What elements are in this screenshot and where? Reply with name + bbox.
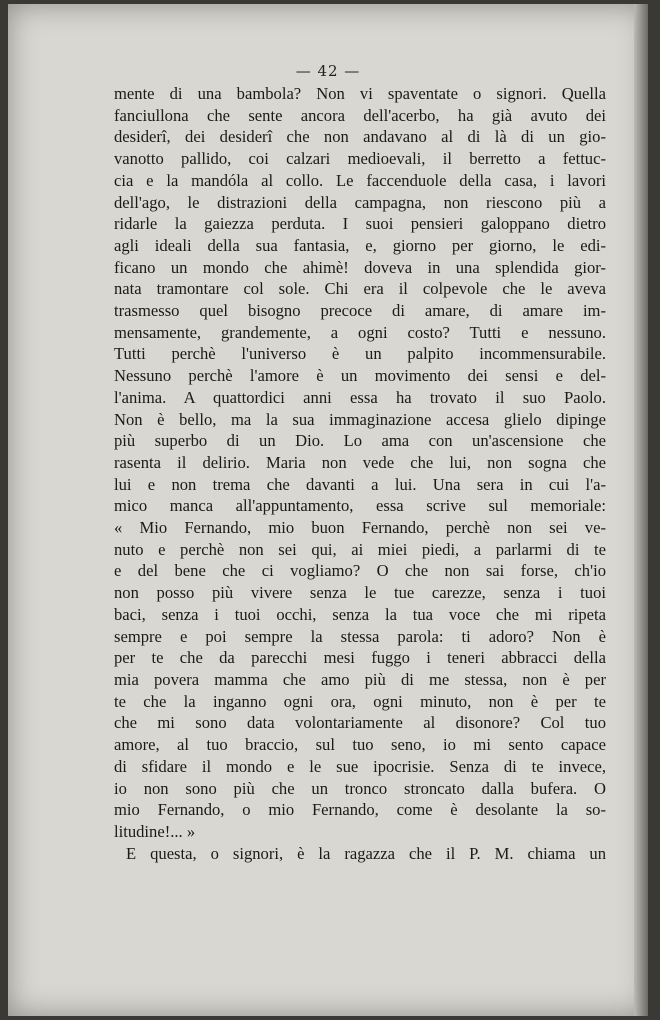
text-line: desiderî, dei desiderî che non andavano al di là di un gio- bbox=[114, 127, 606, 147]
body-text bbox=[114, 83, 606, 864]
text-line: ficano un mondo che ahimè! doveva in una splendida gior- bbox=[114, 257, 606, 277]
page-number: — 42 — bbox=[295, 62, 361, 80]
text-line: « Mio Fernando, mio buon Fernando, perchè non sei ve- bbox=[114, 518, 606, 538]
text-line: Nessuno perchè l'amore è un movimento dei sensi e del- bbox=[114, 366, 606, 386]
text-line: te che la inganno ogni ora, ogni minuto, non è per te bbox=[114, 691, 606, 711]
page-edge-shadow bbox=[634, 4, 648, 1016]
text-line: mente di una bambola? Non vi spaventate o signori. Quella bbox=[114, 84, 606, 103]
text-line: cia e la mandóla al collo. Le faccenduole della casa, i lavori bbox=[114, 170, 606, 190]
text-line: nuto e perchè non sei qui, ai miei piedi, a parlarmi di te bbox=[114, 539, 606, 559]
text-line: E questa, o signori, è la ragazza che il P. M. chiama un bbox=[126, 843, 606, 863]
text-line: l'anima. A quattordici anni essa ha trovato il suo Paolo. bbox=[114, 387, 606, 407]
text-line: di sfidare il mondo e le sue ipocrisie. Senza di te invece, bbox=[114, 756, 606, 776]
text-line: mensamente, grandemente, a ogni costo? Tutti e nessuno. bbox=[114, 322, 606, 342]
text-line: litudine!... » bbox=[114, 821, 196, 841]
text-line: dell'ago, le distrazioni della campagna, non riescono più a bbox=[114, 192, 606, 212]
text-line: sempre e poi sempre la stessa parola: ti adoro? Non è bbox=[114, 626, 606, 646]
text-line: mico manca all'appuntamento, essa scrive sul memoriale: bbox=[114, 496, 606, 516]
text-line: amore, al tuo braccio, sul tuo seno, io mi sento capace bbox=[114, 735, 606, 755]
text-line: fanciullona che sente ancora dell'acerbo, ha già avuto dei bbox=[114, 105, 606, 125]
text-line: agli ideali della sua fantasia, e, giorno per giorno, le edi- bbox=[114, 235, 606, 255]
text-line: vanotto pallido, coi calzari medioevali, il berretto a fettuc- bbox=[114, 149, 606, 169]
text-line: Non è bello, ma la sua immaginazione accesa glielo dipinge bbox=[114, 409, 606, 429]
text-line: baci, senza i tuoi occhi, senza la tua voce che mi ripeta bbox=[114, 604, 606, 624]
text-line: Tutti perchè l'universo è un palpito incommensurabile. bbox=[114, 344, 606, 364]
text-line: mio Fernando, o mio Fernando, come è desolante la so- bbox=[114, 800, 606, 820]
text-line: per te che da parecchi mesi fuggo i teneri abbracci della bbox=[114, 648, 606, 668]
text-line: e del bene che ci vogliamo? O che non sai forse, ch'io bbox=[114, 561, 606, 581]
text-line: io non sono più che un tronco stroncato dalla bufera. O bbox=[114, 778, 606, 798]
text-line: nata tramontare col sole. Chi era il colpevole che le aveva bbox=[114, 279, 606, 299]
text-line: che mi sono data volontariamente al disonore? Col tuo bbox=[114, 713, 606, 733]
text-line: rasenta il delirio. Maria non vede che lui, non sogna che bbox=[114, 452, 606, 472]
text-line: trasmesso quel bisogno precoce di amare, di amare im- bbox=[114, 301, 606, 321]
book-page bbox=[8, 4, 648, 1016]
text-line: mia povera mamma che amo più di me stessa, non è per bbox=[114, 669, 606, 689]
text-line: lui e non trema che davanti a lui. Una sera in cui l'a- bbox=[114, 474, 606, 494]
text-line: ridarle la gaiezza perduta. I suoi pensieri galoppano dietro bbox=[114, 214, 606, 234]
text-line: non posso più vivere senza le tue carezze, senza i tuoi bbox=[114, 583, 606, 603]
text-line: più superbo di un Dio. Lo ama con un'ascensione che bbox=[114, 431, 606, 451]
